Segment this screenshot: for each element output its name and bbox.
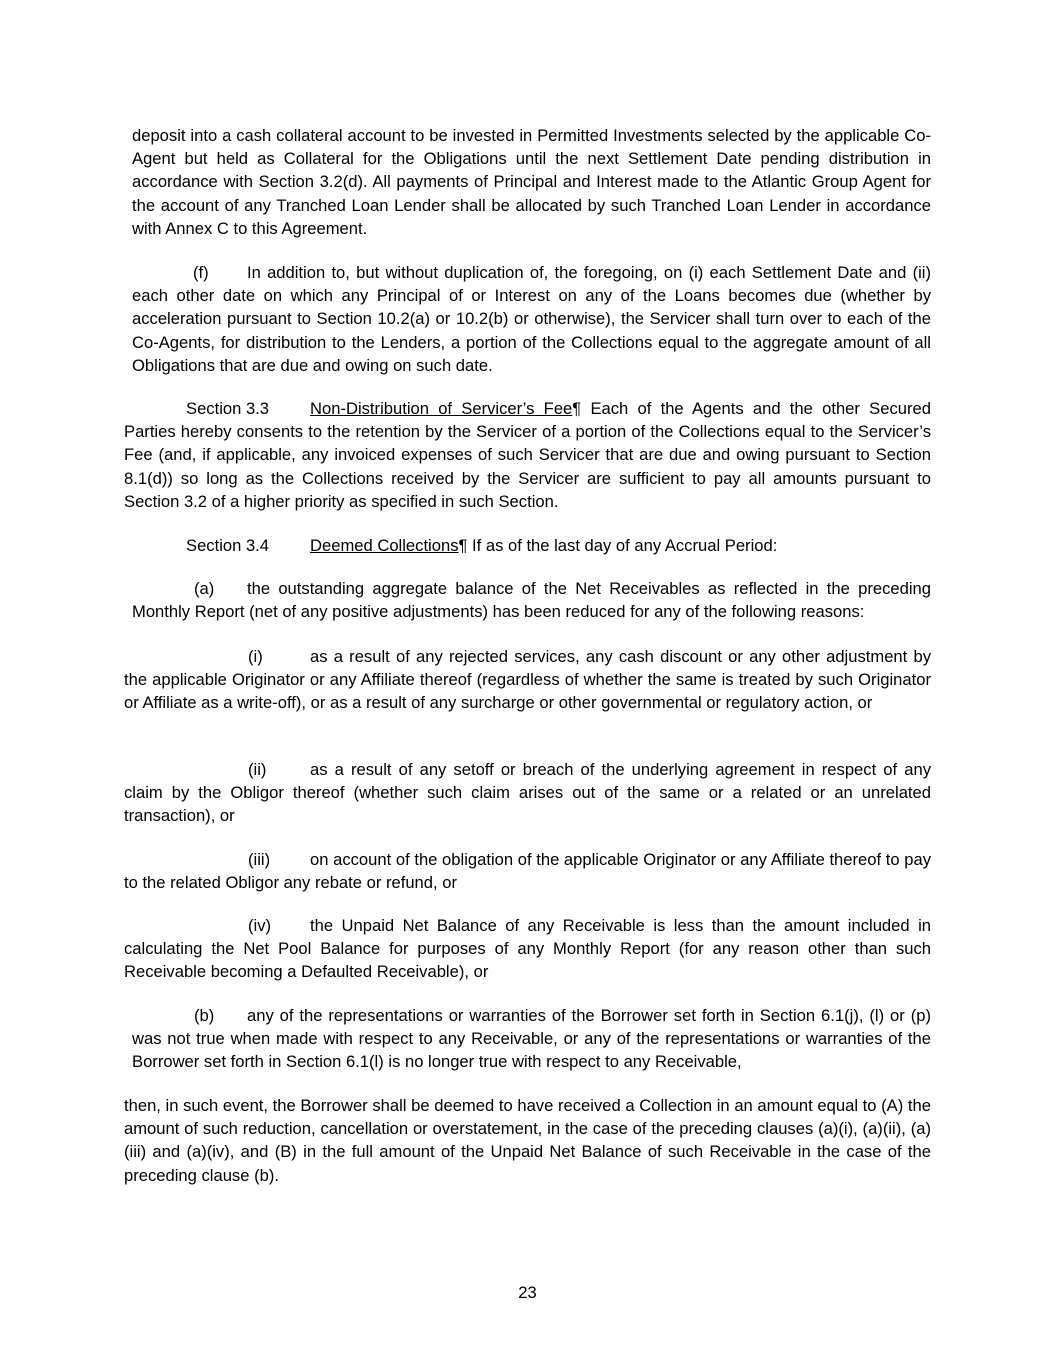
- section-3-4: [124, 534, 931, 557]
- section-3-3-title: Non-Distribution of Servicer’s Fee: [310, 399, 573, 418]
- clause-a-i: [124, 645, 931, 715]
- section-3-3-pilcrow: ¶: [572, 399, 582, 418]
- clause-a-text: the outstanding aggregate balance of the Net Receivables as reflected in the preceding Monthly Report (net of any positive adjustments) has been reduced for any of the following reasons:: [132, 579, 931, 622]
- clause-b-text: any of the representations or warranties of the Borrower set forth in Section 6.1(j), (l) or (p) was not true when made with respect to any Receivable, or any of the representations or warranties of the Borrower set forth in Section 6.1(l) is no longer true with respect to any Receivable,: [132, 1006, 931, 1072]
- clause-a-ii-text: as a result of any setoff or breach of the underlying agreement in respect of any claim by the Obligor thereof (whether such claim arises out of the same or a related or an unrelated transaction), or: [124, 760, 931, 826]
- clause-a-ii-label: (ii): [248, 760, 267, 779]
- clause-f: [132, 261, 931, 377]
- paragraph-then-text: then, in such event, the Borrower shall be deemed to have received a Collection in an amount equal to (A) the amount of such reduction, cancellation or overstatement, in the case of the preceding clauses (a)(i), (a)(ii), (a)(iii) and (a)(iv), and (B) in the full amount of the Unpaid Net Balance of such Receivable in the case of the preceding clause (b).: [124, 1096, 931, 1185]
- clause-a-i-text: as a result of any rejected services, any cash discount or any other adjustment by the applicable Originator or any Affiliate thereof (regardless of whether the same is treated by such Originator or Affiliate as a write-off), or as a result of any surcharge or other governmental or regulatory action, or: [124, 647, 931, 713]
- clause-a-iv-label: (iv): [248, 916, 272, 935]
- clause-b: [132, 1004, 931, 1074]
- clause-f-label: (f): [193, 263, 209, 282]
- clause-a-label: (a): [194, 579, 215, 598]
- section-3-4-number: Section 3.4: [186, 536, 270, 555]
- section-3-4-title: Deemed Collections: [310, 536, 459, 555]
- clause-a-iii-label: (iii): [248, 850, 271, 869]
- section-3-4-pilcrow: ¶: [458, 536, 468, 555]
- clause-a-ii: [124, 758, 931, 828]
- clause-a-iii: [124, 848, 931, 894]
- section-3-3-text: Each of the Agents and the other Secured Parties hereby consents to the retention by the Servicer of a portion of the Collections equal to the Servicer’s Fee (and, if applicable, any invoiced expenses of such Servicer that are due and owing pursuant to Section 8.1(d)) so long as the Collections received by the Servicer are sufficient to pay all amounts pursuant to Section 3.2 of a higher priority as specified in such Section.: [124, 399, 931, 511]
- clause-a-iv: [124, 914, 931, 984]
- clause-f-text: In addition to, but without duplication of, the foregoing, on (i) each Settlement Date and (ii) each other date on which any Principal of or Interest on any of the Loans becomes due (whether by acceleration pursuant to Section 10.2(a) or 10.2(b) or otherwise), the Servicer shall turn over to each of the Co-Agents, for distribution to the Lenders, a portion of the Collections equal to the aggregate amount of all Obligations that are due and owing on such date.: [132, 263, 931, 375]
- clause-a-iv-text: the Unpaid Net Balance of any Receivable is less than the amount included in calculating the Net Pool Balance for purposes of any Monthly Report (for any reason other than such Receivable becoming a Defaulted Receivable), or: [124, 916, 931, 982]
- paragraph-deposit-text: deposit into a cash collateral account to be invested in Permitted Investments selected by the applicable Co-Agent but held as Collateral for the Obligations until the next Settlement Date pending distribution in accordance with Section 3.2(d). All payments of Principal and Interest made to the Atlantic Group Agent for the account of any Tranched Loan Lender shall be allocated by such Tranched Loan Lender in accordance with Annex C to this Agreement.: [132, 126, 931, 238]
- clause-a-iii-text: on account of the obligation of the applicable Originator or any Affiliate thereof to pay to the related Obligor any rebate or refund, or: [124, 850, 931, 893]
- clause-b-label: (b): [194, 1006, 215, 1025]
- clause-a-i-label: (i): [248, 647, 263, 666]
- clause-a: [132, 577, 931, 623]
- section-3-4-text: If as of the last day of any Accrual Period:: [467, 536, 778, 555]
- paragraph-deposit: [132, 124, 931, 240]
- section-3-3-number: Section 3.3: [186, 399, 270, 418]
- section-3-3: [124, 397, 931, 513]
- page-number: 23: [518, 1283, 537, 1302]
- paragraph-then: [124, 1094, 931, 1187]
